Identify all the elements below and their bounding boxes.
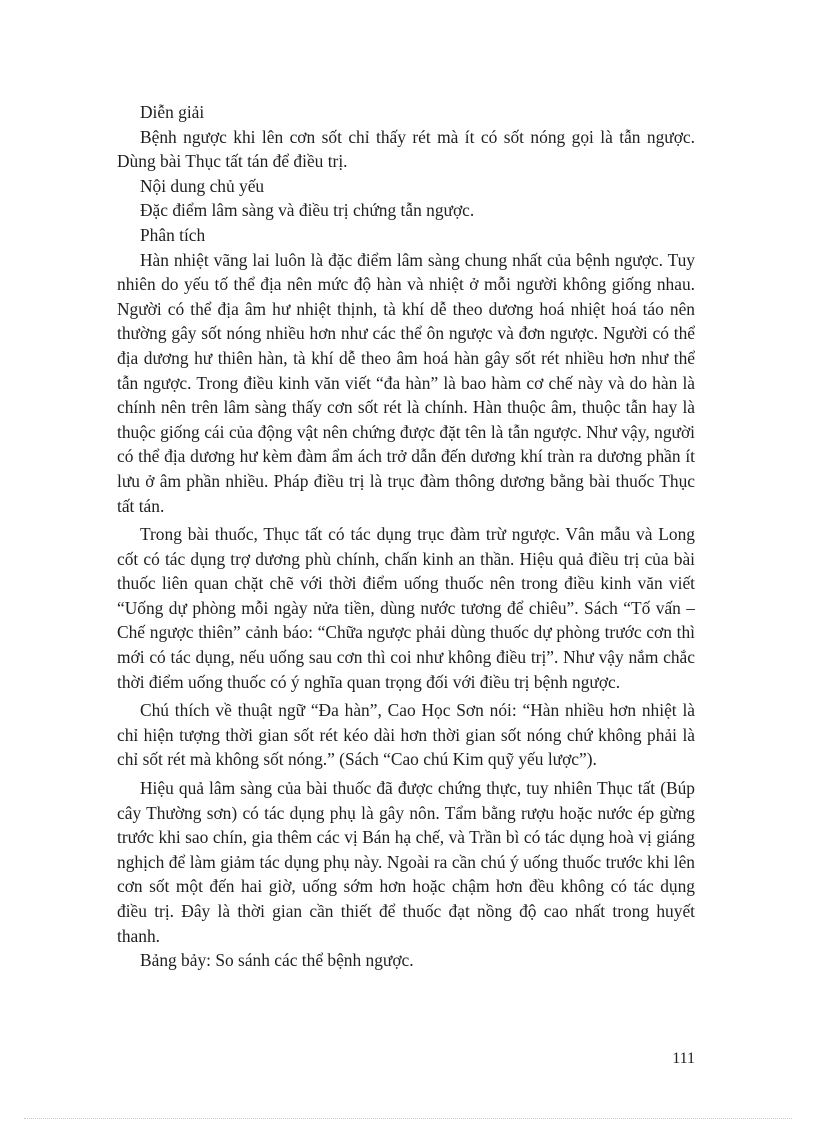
heading-explanation: Diễn giải — [140, 102, 205, 122]
paragraph-term-note: Chú thích về thuật ngữ “Đa hàn”, Cao Học Sơn nói: “Hàn nhiều hơn nhiệt là chỉ hiện tượng thời gian sốt rét kéo dài hơn thời gian sốt nóng chứ không phải là chỉ sốt rét mà không sốt nóng.” (Sách “Cao chú Kim quỹ yếu lược”). — [117, 700, 695, 770]
heading-analysis: Phân tích — [140, 224, 206, 245]
paragraph-table-caption: Bảng bảy: So sánh các thể bệnh ngược. — [140, 950, 414, 971]
paragraph-analysis-1: Hàn nhiệt vãng lai luôn là đặc điểm lâm sàng chung nhất của bệnh ngược. Tuy nhiên do yếu tố thể địa nên mức độ hàn và nhiệt ở mỗi người không giống nhau. Người có thể địa âm hư nhiệt thịnh, tà khí dễ theo dương hoá nhiệt hoá táo nên thường gây sốt nóng nhiều hơn như các thể ôn ngược và đơn ngược. Người có thể địa dương hư thiên hàn, tà khí dễ theo âm hoá hàn gây sốt rét nhiều hơn như thể tẫn ngược. Trong điều kinh văn viết “đa hàn” là bao hàm cơ chế này và do hàn là chính nên trên lâm sàng thấy cơn sốt rét là chính. Hàn thuộc âm, thuộc tẫn hay là thuộc giống cái của động vật nên chứng được đặt tên là tẫn ngược. Như vậy, người có thể địa dương hư kèm đàm ẩm ách trở dẫn đến dương khí tràn ra dương phần ít lưu ở âm phần nhiều. Pháp điều trị là trục đàm thông dương bằng bài thuốc Thục tất tán. — [117, 249, 695, 516]
footer-divider — [24, 1118, 792, 1119]
paragraph-explanation: Bệnh ngược khi lên cơn sốt chỉ thấy rét mà ít có sốt nóng gọi là tẫn ngược. Dùng bài Thục tất tán để điều trị. — [117, 126, 695, 172]
body-text — [117, 100, 695, 973]
heading-main-content: Nội dung chủ yếu — [140, 175, 265, 196]
page-number: 111 — [672, 1050, 695, 1067]
paragraph-clinical: Hiệu quả lâm sàng của bài thuốc đã được chứng thực, tuy nhiên Thục tất (Búp cây Thường sơn) có tác dụng phụ là gây nôn. Tẩm bằng rượu hoặc nước ép gừng trước khi sao chín, gia thêm các vị Bán hạ chế, và Trần bì có tác dụng hoà vị giáng nghịch để làm giảm tác dụng phụ này. Ngoài ra cần chú ý uống thuốc trước khi lên cơn sốt một đến hai giờ, uống sớm hơn hoặc chậm hơn đều không có tác dụng điều trị. Đây là thời gian cần thiết để thuốc đạt nồng độ cao nhất trong huyết thanh. — [117, 778, 695, 946]
paragraph-analysis-2: Trong bài thuốc, Thục tất có tác dụng trục đàm trừ ngược. Vân mẫu và Long cốt có tác dụng trợ dương phù chính, chấn kinh an thần. Hiệu quả điều trị của bài thuốc liên quan chặt chẽ với thời điểm uống thuốc nên trong điều kinh văn viết “Uống dự phòng mỗi ngày nửa tiền, dùng nước tương để chiêu”. Sách “Tố vấn – Chế ngược thiên” cảnh báo: “Chữa ngược phải dùng thuốc dự phòng trước cơn thì mới có tác dụng, nếu uống sau cơn thì coi như không điều trị”. Như vậy nắm chắc thời điểm uống thuốc có ý nghĩa quan trọng đối với điều trị bệnh ngược. — [117, 524, 695, 692]
paragraph-main-content: Đặc điểm lâm sàng và điều trị chứng tẫn ngược. — [140, 200, 475, 221]
